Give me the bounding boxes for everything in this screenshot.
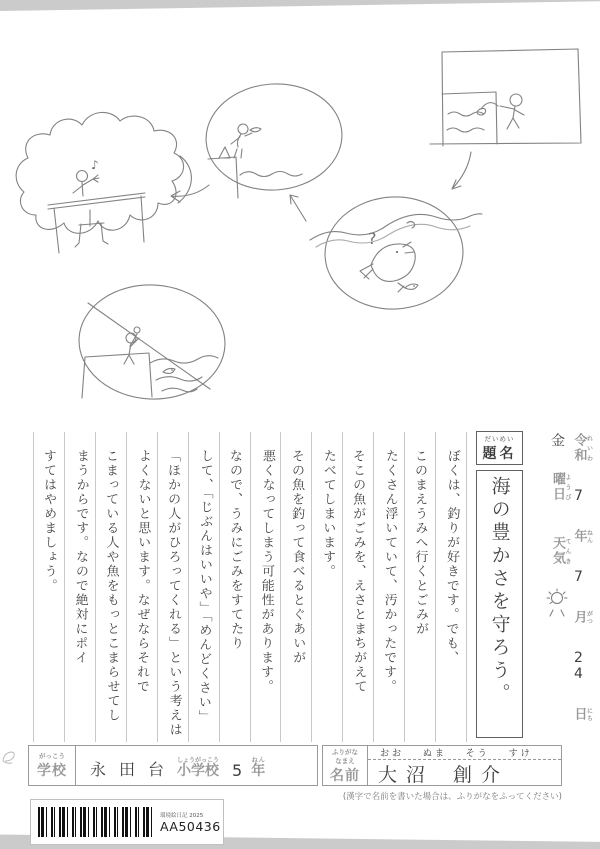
arrow-up-left-icon [290,195,306,221]
essay-column [404,432,435,742]
essay-column-text: して、「じぶんはいいや」「めんどくさい」 [195,448,213,725]
weather-label: 天気 てんき [550,536,571,566]
essay-column-text: まうからです。なので絶対にポイ [72,448,90,666]
name-field [368,746,561,785]
essay-column [435,432,467,742]
essay-column-text: よくないと思います。なぜならそれで [133,448,151,694]
essay-column [126,432,157,742]
era-year-value: 7 [570,488,587,504]
essay-column-text: たべてしまいます。 [320,448,337,579]
grade-value: 5 [232,761,243,780]
sketch-fish-mistakes-trash [310,193,482,312]
essay-column-text: なので、うみにごみをすてたり [226,448,243,651]
date-column [546,430,592,742]
essay-column [157,432,188,742]
essay-column [311,432,342,742]
essay-column [280,432,311,742]
year-label: 年 ねん [571,529,593,544]
title-label: 題名 [482,445,517,462]
essay-column-text: ぼくは、釣りが好きです。でも、 [443,448,461,666]
sketch-person-throwing-trash [430,49,581,146]
grade-suffix-label: 年ねん [251,757,266,779]
barcode-label: 環境絵日記 2025 [160,812,204,819]
sketch-happy-memory-cloud [16,112,191,253]
sketch-area [0,6,600,436]
barcode-box [30,799,224,845]
essay-column [342,432,373,742]
title-label-box [476,431,523,465]
month-label: 月 がつ [571,610,593,625]
essay-column-text: このまえうみへ行くとごみが [412,448,429,637]
stick-figure-head [77,171,88,182]
essay-column-text: 悪くなってしまう可能性があります。 [257,448,275,694]
essay-column [95,432,126,742]
day-label: 日 にち [571,707,593,722]
essay-grid [33,432,467,742]
stray-pencil-mark [0,745,20,771]
school-label-box [29,746,76,785]
title-label-furigana: だいめい [484,434,515,443]
weekday-label: 曜日 ようび [550,472,571,502]
essay-column [188,432,219,742]
day-value: 24 [570,650,587,682]
essay-column [250,432,281,742]
essay-column-text: そこの魚がごみを、えさとまちがえて [350,448,367,694]
essay-column-text: たくさん浮いていて、汚かったです。 [381,448,399,694]
stick-figure-head [510,94,522,106]
essay-column-text: 「ほかの人がひろってくれる」という考えは [164,448,182,738]
essay-column [64,432,95,742]
school-field [76,746,317,785]
essay-column-text: その魚を釣って食べるとぐあいが [288,448,305,666]
school-suffix-label: 小学校しょうがっこう [177,757,220,779]
school-label-furigana: がっこう [39,752,65,760]
furigana-label: ふりがな [332,747,358,756]
essay-column-text: こまっている人や魚をもっとこまらせてし [102,448,120,723]
school-label: 学校 [37,763,67,779]
era-label: 令和 れいわ [571,433,593,463]
essay-column [373,432,404,742]
sun-icon [546,588,568,618]
name-value: 大沼 創介 [378,764,510,786]
sketch-person-fishing [76,281,228,402]
essay-column [33,432,64,742]
name-field-row [322,745,562,786]
stick-figure-head [238,124,248,134]
furigana-instruction-note: (漢字で名前を書いた場合は、ふりがなをふってください) [342,792,562,802]
barcode-icon [38,807,156,837]
sketch-person-eating-fish [202,79,345,198]
weekday-value: 金 [549,433,565,447]
title-field [476,470,523,738]
barcode-code: AA50436 [160,818,221,834]
name-label: なまえ 名前 [330,757,360,784]
school-name-value: 永田台 [90,760,178,779]
name-label-box [323,746,368,785]
essay-column-text: すてはやめましょう。 [40,448,57,594]
arrow-down-left-icon [452,152,471,189]
month-value: 7 [570,569,587,585]
essay-column [219,432,250,742]
school-field-row [28,745,318,786]
question-mark-annotation: ? [368,229,377,248]
name-furigana-value: おお ぬま そう すけ [368,746,561,760]
music-note-annotation: ♪ [91,158,99,172]
title-value: 海の豊かさを守ろう。 [488,476,511,706]
